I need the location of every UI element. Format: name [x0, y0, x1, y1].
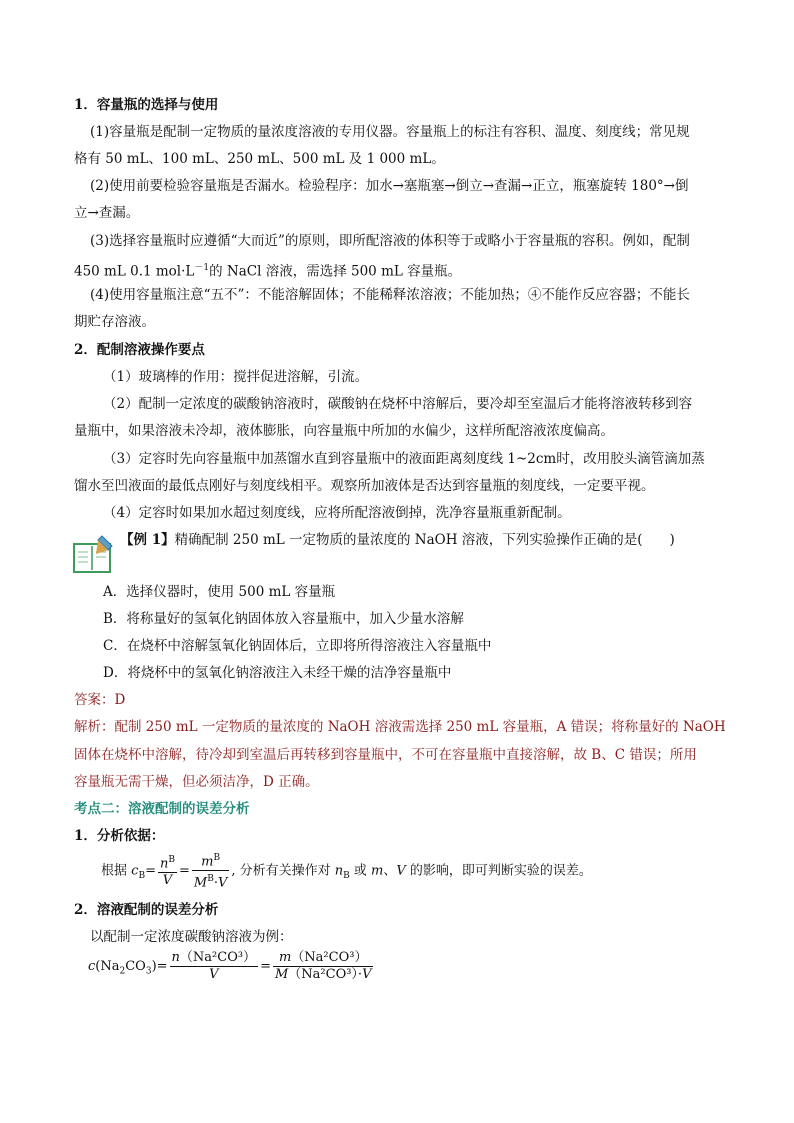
section1-p3a: (3)选择容量瓶时应遵循“大而近”的原则，即所配溶液的体积等于或略小于容量瓶的容积。例如，配制 [90, 233, 690, 249]
section2-q3a: （3）定容时先向容量瓶中加蒸馏水直到容量瓶中的液面距离刻度线 1~2cm时，改用胶头滴管滴加蒸 [103, 451, 705, 467]
section1-p2a: (2)使用前要检验容量瓶是否漏水。检验程序：加水→塞瓶塞→倒立→查漏→正立，瓶塞旋转 180°→倒 [90, 178, 689, 194]
kaodian2-sub1: 1．分析依据： [74, 828, 165, 844]
kaodian2-title: 考点二：溶液配制的误差分析 [74, 801, 250, 817]
analysis-line-2: 固体在烧杯中溶解，待冷却到室温后再转移到容量瓶中，不可在容量瓶中直接溶解，故 B、C 错误；所用 [74, 747, 697, 763]
section2-q1: （1）玻璃棒的作用：搅拌促进溶解，引流。 [103, 369, 369, 385]
option-b: B．将称量好的氢氧化钠固体放入容量瓶中，加入少量水溶解 [103, 611, 464, 627]
analysis-line-1: 解析：配制 250 mL 一定物质的量浓度的 NaOH 溶液需选择 250 mL 容量瓶，A 错误；将称量好的 NaOH [74, 719, 726, 735]
section1-title: 1．容量瓶的选择与使用 [74, 97, 219, 113]
section2-q2b: 量瓶中，如果溶液未冷却，液体膨胀，向容量瓶中所加的水偏少，这样所配溶液浓度偏高。 [74, 423, 614, 439]
notebook-pen-icon [72, 534, 118, 574]
section1-p1b: 格有 50 mL、100 mL、250 mL、500 mL 及 1 000 mL。 [74, 151, 445, 167]
option-d: D．将烧杯中的氢氧化钠溶液注入未经干燥的洁净容量瓶中 [103, 665, 452, 681]
analysis-line-3: 容量瓶无需干燥，但必须洁净，D 正确。 [74, 774, 319, 790]
kaodian2-sub2: 2．溶液配制的误差分析 [74, 902, 219, 918]
section1-p3b: 450 mL 0.1 $mol\cdot L^{-1}$的 NaCl 溶液，需选择 500 mL 容量瓶。 [74, 263, 462, 280]
answer-line: 答案：D [74, 692, 126, 708]
section2-q3b: 馏水至凹液面的最低点刚好与刻度线相平。观察所加液体是否达到容量瓶的刻度线，一定要平视。 [74, 478, 655, 494]
option-a: A．选择仪器时，使用 500 mL 容量瓶 [103, 584, 336, 600]
basis-formula-line: 根据 $c_B=$ $\frac{n^B}{V}$ = $\frac{m^B}{M^B\cdot V}$ , 分析有关操作对 $n_B$ 或 m、V 的影响，即可判断实验的误差。 [101, 850, 592, 892]
option-c: C．在烧杯中溶解氢氧化钠固体后，立即将所得溶液注入容量瓶中 [103, 638, 492, 654]
section1-p2b: 立→查漏。 [74, 205, 140, 221]
section2-title: 2．配制溶液操作要点 [74, 342, 205, 358]
kaodian2-example-intro: 以配制一定浓度碳酸钠溶液为例： [90, 929, 293, 945]
example-stem-line: 【例 1】精确配制 250 mL 一定物质的量浓度的 NaOH 溶液，下列实验操作正确的是( ) [120, 532, 675, 548]
section1-p4a: (4)使用容量瓶注意“五不”：不能溶解固体；不能稀释浓溶液；不能加热；④不能作反应容器；不能长 [90, 287, 690, 303]
section1-p4b: 期贮存溶液。 [74, 314, 155, 330]
section1-p1a: (1)容量瓶是配制一定物质的量浓度溶液的专用仪器。容量瓶上的标注有容积、温度、刻度线；常见规 [90, 124, 690, 140]
na2co3-formula: $c(Na_2CO_3)=$ $\frac{\text{n（Na²CO³）}}{V}$ = $\frac{\text{m（Na²CO³）}}{\text{M（Na²CO³）·V}}$ [88, 950, 372, 982]
section2-q2a: （2）配制一定浓度的碳酸钠溶液时，碳酸钠在烧杯中溶解后，要冷却至室温后才能将溶液转移到容 [103, 396, 693, 412]
section2-q4: （4）定容时如果加水超过刻度线，应将所配溶液倒掉，洗净容量瓶重新配制。 [103, 505, 571, 521]
